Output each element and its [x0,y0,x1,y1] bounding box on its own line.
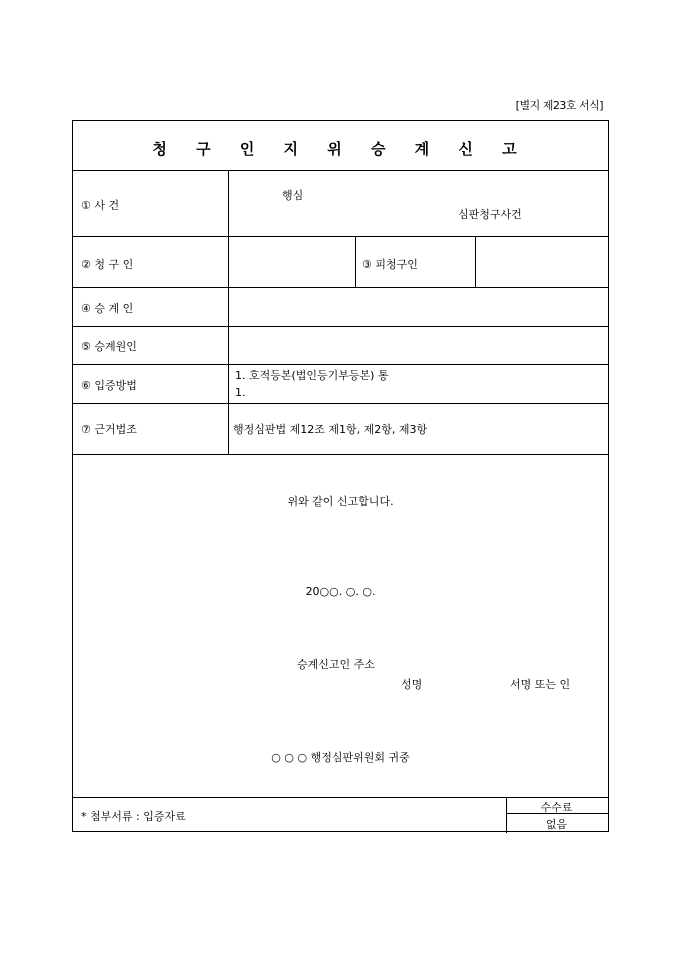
attachments-text: * 첨부서류 : 입증자료 [81,810,186,823]
divider [73,236,608,237]
signature-label: 서명 또는 인 [510,678,571,691]
fee-label: 수수료 [540,801,573,814]
address-label: 승계신고인 주소 [297,658,375,671]
report-form [72,120,609,832]
divider [73,797,608,798]
basis-value: 행정심판법 제12조 제1항, 제2항, 제3항 [233,423,428,436]
recipient-text: ○ ○ ○ 행정심판위원회 귀중 [271,751,410,764]
claimant-label: ② 청 구 인 [81,258,134,271]
successor-label: ④ 승 계 인 [81,302,134,315]
name-label: 성명 [401,678,423,691]
case-label: ① 사 건 [81,199,120,212]
declaration-text: 위와 같이 신고합니다. [287,495,394,508]
divider [73,326,608,327]
case-suffix: 심판청구사건 [458,208,522,221]
column-divider [355,236,356,287]
divider [73,170,608,171]
respondent-label: ③ 피청구인 [362,258,418,271]
evidence-line-1: 1. 호적등본(법인등기부등본) 통 [235,369,389,382]
column-divider [228,170,229,454]
basis-label: ⑦ 근거법조 [81,423,137,436]
evidence-line-2: 1. [235,386,246,399]
fee-value: 없음 [545,818,568,831]
form-number: [별지 제23호 서식] [515,99,603,112]
column-divider [475,236,476,287]
divider [73,364,608,365]
case-prefix: 행심 [282,189,304,202]
cause-label: ⑤ 승계원인 [81,340,137,353]
date-text: 20○○. ○. ○. [305,585,376,598]
form-title: 청 구 인 지 위 승 계 신 고 [152,140,529,158]
divider [73,287,608,288]
evidence-label: ⑥ 입증방법 [81,379,137,392]
divider [73,454,608,455]
divider [73,403,608,404]
